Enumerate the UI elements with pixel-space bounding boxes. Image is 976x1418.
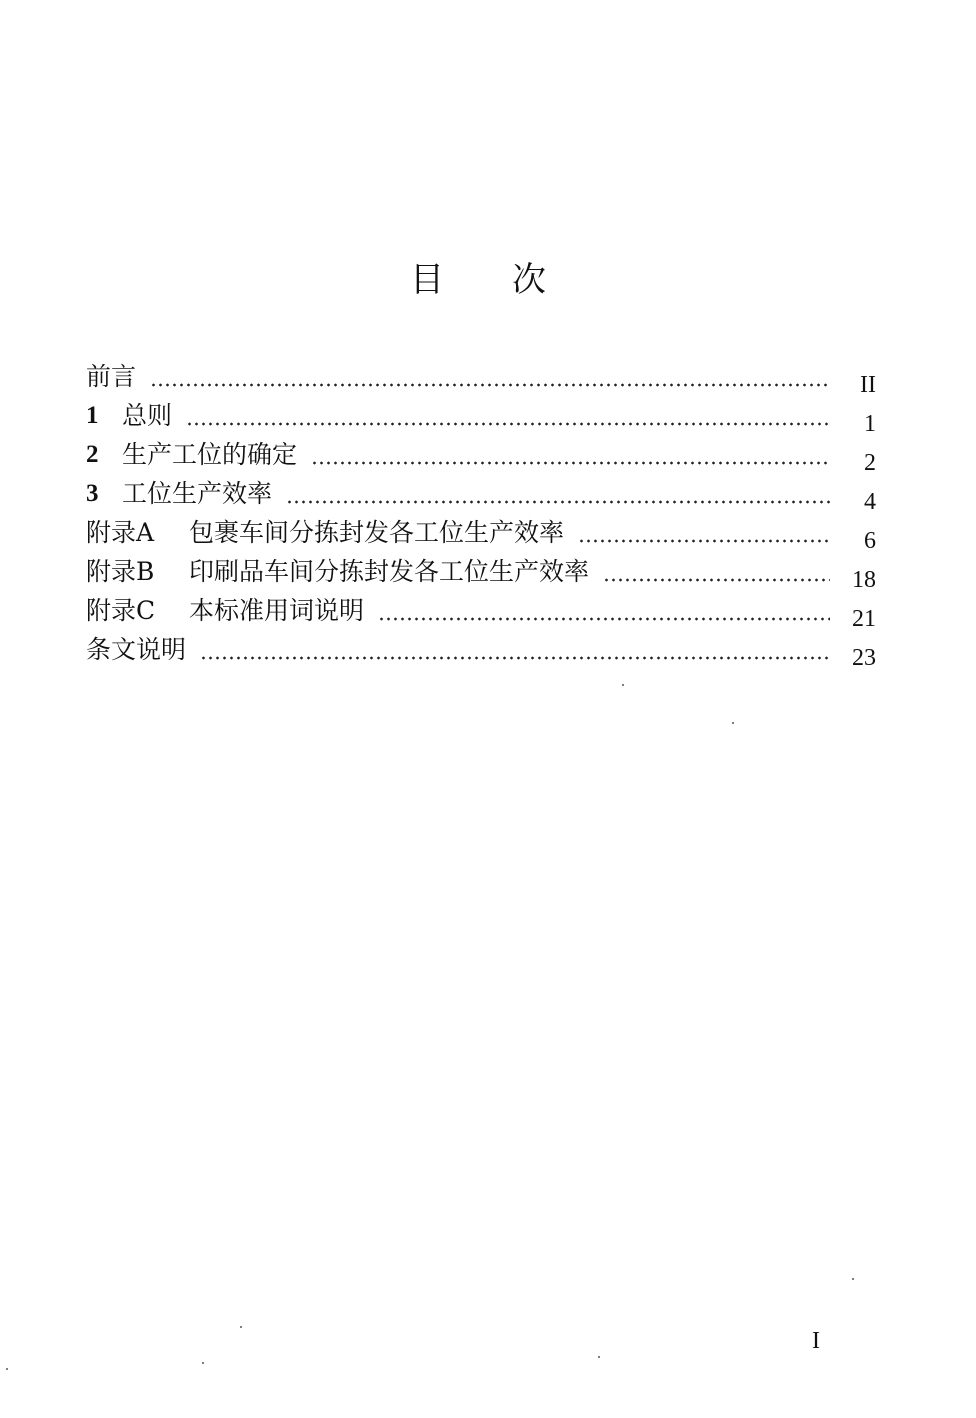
toc-leader-dots	[150, 383, 830, 387]
scan-speck	[852, 1278, 854, 1280]
toc-entry-number: 附录B	[86, 557, 155, 586]
toc-entry-number: 2	[86, 441, 99, 468]
scan-speck	[598, 1356, 600, 1358]
toc-leader-dots	[200, 656, 830, 660]
toc-entry-general[interactable]	[86, 393, 876, 437]
toc-entry-station-efficiency[interactable]	[86, 471, 876, 515]
toc-leader-dots	[603, 578, 830, 582]
toc-leader-dots	[378, 617, 830, 621]
scan-speck	[732, 722, 734, 724]
toc-entry-appendix-c[interactable]	[86, 588, 876, 632]
toc-entry-explanation[interactable]	[86, 627, 876, 671]
table-of-contents	[86, 354, 876, 671]
toc-title	[0, 250, 976, 310]
toc-entry-text: 生产工位的确定	[122, 440, 298, 469]
toc-entry-foreword[interactable]	[86, 354, 876, 398]
toc-title-char-1: 目	[410, 260, 444, 300]
toc-leader-dots	[286, 500, 830, 504]
toc-entry-appendix-b[interactable]	[86, 549, 876, 593]
toc-entry-page: II	[860, 372, 876, 398]
toc-entry-number: 3	[86, 480, 99, 507]
toc-entry-text: 条文说明	[86, 635, 187, 664]
toc-entry-text: 本标准用词说明	[189, 596, 365, 625]
toc-title-char-2: 次	[512, 260, 546, 300]
toc-leader-dots	[311, 461, 830, 465]
toc-leader-dots	[578, 539, 830, 543]
toc-entry-text: 前言	[86, 362, 137, 391]
toc-entry-page: 23	[852, 645, 876, 671]
scan-speck	[6, 1368, 8, 1370]
scan-speck	[202, 1362, 204, 1364]
toc-entry-page: 2	[864, 450, 876, 476]
toc-entry-text: 总则	[122, 401, 173, 430]
page-number: I	[812, 1328, 820, 1354]
toc-entry-page: 18	[852, 567, 876, 593]
toc-entry-text: 印刷品车间分拣封发各工位生产效率	[189, 557, 590, 586]
toc-entry-appendix-a[interactable]	[86, 510, 876, 554]
toc-leader-dots	[186, 422, 830, 426]
toc-entry-page: 1	[864, 411, 876, 437]
toc-entry-number: 1	[86, 402, 99, 429]
toc-entry-page: 21	[852, 606, 876, 632]
toc-entry-text: 工位生产效率	[122, 479, 273, 508]
toc-entry-page: 4	[864, 489, 876, 515]
toc-entry-number: 附录C	[86, 596, 156, 625]
scan-speck	[240, 1326, 242, 1328]
toc-entry-page: 6	[864, 528, 876, 554]
toc-entry-number: 附录A	[86, 518, 155, 547]
toc-entry-text: 包裹车间分拣封发各工位生产效率	[189, 518, 565, 547]
toc-entry-station-determination[interactable]	[86, 432, 876, 476]
scan-speck	[622, 684, 624, 686]
